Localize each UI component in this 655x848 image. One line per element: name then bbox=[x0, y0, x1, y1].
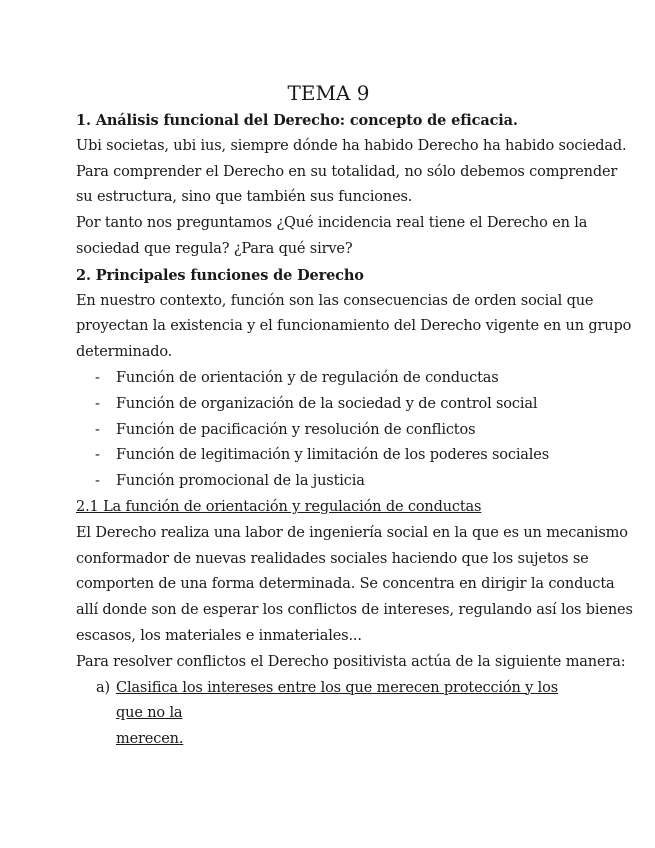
section-2-paragraph-line: proyectan la existencia y el funcionamiento del Derecho vigente en un grupo bbox=[76, 318, 632, 335]
section-2-1-paragraph-line: El Derecho realiza una labor de ingeniería social en la que es un mecanismo bbox=[76, 524, 628, 541]
section-1-paragraph-line: Por tanto nos preguntamos ¿Qué incidencia real tiene el Derecho en la bbox=[76, 215, 588, 232]
list-item-text: Función de pacificación y resolución de conflictos bbox=[116, 421, 476, 438]
list-item-text: Función de orientación y de regulación de conductas bbox=[116, 369, 499, 386]
list-dash-marker: - bbox=[95, 369, 100, 386]
section-1-heading: 1. Análisis funcional del Derecho: concepto de eficacia. bbox=[76, 112, 518, 129]
section-1-paragraph-line: sociedad que regula? ¿Para qué sirve? bbox=[76, 240, 353, 257]
list-item-text: merecen. bbox=[116, 731, 184, 748]
section-2-1-paragraph-line: allí donde son de esperar los conflictos de intereses, regulando así los bienes bbox=[76, 602, 633, 619]
list-item bbox=[76, 392, 581, 418]
list-item-text: Clasifica los intereses entre los que merecen protección y los que no la bbox=[116, 679, 559, 722]
steps-list bbox=[76, 676, 581, 753]
page-title: TEMA 9 bbox=[287, 81, 370, 105]
section-2-1-paragraph-line: Para resolver conflictos el Derecho positivista actúa de la siguiente manera: bbox=[76, 653, 626, 670]
list-item-text: Función promocional de la justicia bbox=[116, 473, 365, 490]
list-item bbox=[76, 418, 581, 444]
list-item-text: Función de organización de la sociedad y de control social bbox=[116, 395, 538, 412]
section-2-paragraph-line: determinado. bbox=[76, 344, 173, 361]
document-body bbox=[76, 78, 633, 753]
list-dash-marker: - bbox=[95, 473, 100, 490]
section-2-1-paragraph-line: comporten de una forma determinada. Se concentra en dirigir la conducta bbox=[76, 576, 615, 593]
list-letter-marker: a) bbox=[96, 679, 111, 696]
section-1-paragraph-line: su estructura, sino que también sus funciones. bbox=[76, 189, 413, 206]
list-item bbox=[76, 443, 581, 469]
section-2-1-heading: 2.1 La función de orientación y regulación de conductas bbox=[76, 498, 482, 515]
section-1-paragraph-line: Ubi societas, ubi ius, siempre dónde ha habido Derecho ha habido sociedad. bbox=[76, 137, 627, 154]
section-1-paragraph-line: Para comprender el Derecho en su totalidad, no sólo debemos comprender bbox=[76, 163, 618, 180]
section-2-paragraph-line: En nuestro contexto, función son las consecuencias de orden social que bbox=[76, 292, 594, 309]
list-dash-marker: - bbox=[95, 421, 100, 438]
section-2-heading: 2. Principales funciones de Derecho bbox=[76, 266, 364, 284]
section-2-1-paragraph-line: conformador de nuevas realidades sociales haciendo que los sujetos se bbox=[76, 550, 589, 567]
list-dash-marker: - bbox=[95, 447, 100, 464]
list-item bbox=[76, 366, 581, 392]
list-item bbox=[76, 469, 581, 495]
list-item-text: Función de legitimación y limitación de los poderes sociales bbox=[116, 447, 550, 464]
list-dash-marker: - bbox=[95, 395, 100, 412]
section-2-1-paragraph-line: escasos, los materiales e inmateriales... bbox=[76, 627, 362, 644]
list-item bbox=[76, 676, 581, 753]
functions-list bbox=[76, 366, 581, 495]
